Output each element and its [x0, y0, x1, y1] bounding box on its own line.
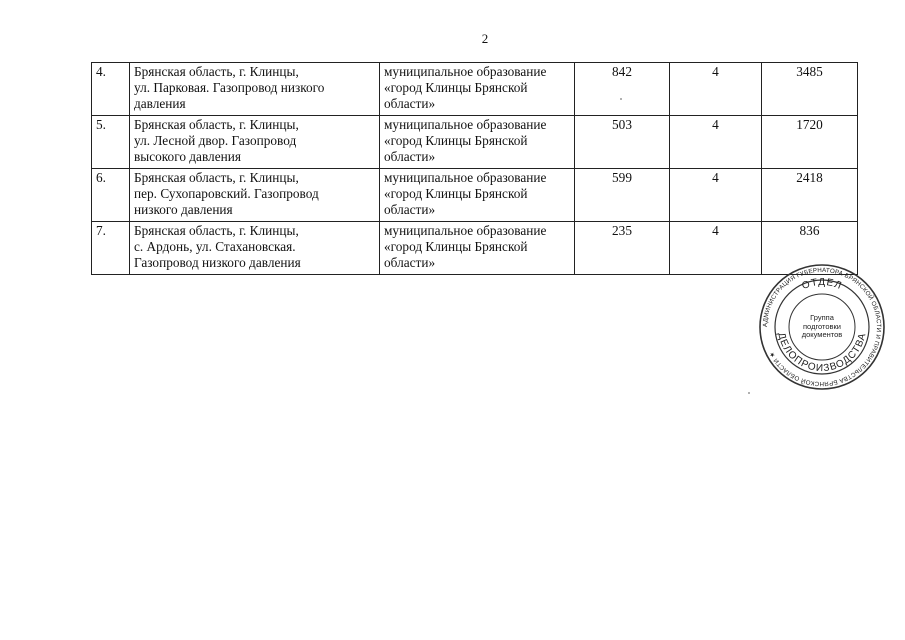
address-line: давления [134, 96, 186, 111]
cell-length: 599 [575, 169, 670, 222]
stamp-center-line: Группа [810, 313, 834, 323]
cell-number: 4. [92, 63, 130, 116]
cell-area: 836 [762, 222, 858, 275]
stamp-ring-top-text: ОТДЕЛ [800, 276, 844, 292]
owner-line: области» [384, 255, 436, 270]
cell-owner [380, 63, 575, 116]
table-row [92, 63, 858, 116]
address-line: Брянская область, г. Клинцы, [134, 117, 299, 132]
address-line: ул. Парковая. Газопровод низкого [134, 80, 325, 95]
cell-area: 3485 [762, 63, 858, 116]
owner-line: муниципальное образование [384, 223, 547, 238]
owner-line: области» [384, 96, 436, 111]
address-line: с. Ардонь, ул. Стахановская. [134, 239, 296, 254]
cell-address [130, 222, 380, 275]
stamp-center-line: документов [801, 330, 843, 340]
address-line: Брянская область, г. Клинцы, [134, 170, 299, 185]
cell-number: 5. [92, 116, 130, 169]
stamp-outer-text: АДМИНИСТРАЦИЯ ГУБЕРНАТОРА БРЯНСКОЙ ОБЛАСТИ И ПРАВИТЕЛЬСТВА БРЯНСКОЙ ОБЛАСТИ ★ [761, 266, 883, 388]
stamp-center [758, 263, 886, 391]
owner-line: муниципальное образование [384, 64, 547, 79]
cell-count: 4 [670, 222, 762, 275]
address-line: высокого давления [134, 149, 241, 164]
cell-address [130, 63, 380, 116]
owner-line: «город Клинцы Брянской [384, 239, 528, 254]
owner-line: области» [384, 149, 436, 164]
address-line: Брянская область, г. Клинцы, [134, 223, 299, 238]
cell-count: 4 [670, 169, 762, 222]
scan-speck [748, 392, 750, 394]
objects-table [91, 62, 858, 275]
cell-count: 4 [670, 63, 762, 116]
page-number: 2 [481, 31, 489, 46]
stamp-seal [758, 263, 886, 391]
cell-area: 2418 [762, 169, 858, 222]
cell-number: 7. [92, 222, 130, 275]
owner-line: «город Клинцы Брянской [384, 80, 528, 95]
scan-speck [620, 98, 622, 100]
stamp-ring-bottom-text: ДЕЛОПРОИЗВОДСТВА [775, 331, 869, 375]
cell-owner [380, 222, 575, 275]
address-line: Брянская область, г. Клинцы, [134, 64, 299, 79]
owner-line: области» [384, 202, 436, 217]
table-row [92, 116, 858, 169]
stamp-center-line: подготовки [803, 321, 841, 331]
table-row [92, 222, 858, 275]
address-line: ул. Лесной двор. Газопровод [134, 133, 297, 148]
cell-address [130, 116, 380, 169]
owner-line: муниципальное образование [384, 117, 547, 132]
cell-count: 4 [670, 116, 762, 169]
owner-line: муниципальное образование [384, 170, 547, 185]
address-line: пер. Сухопаровский. Газопровод [134, 186, 319, 201]
cell-length: 503 [575, 116, 670, 169]
address-line: низкого давления [134, 202, 233, 217]
address-line: Газопровод низкого давления [134, 255, 301, 270]
cell-address [130, 169, 380, 222]
owner-line: «город Клинцы Брянской [384, 133, 528, 148]
cell-number: 6. [92, 169, 130, 222]
owner-line: «город Клинцы Брянской [384, 186, 528, 201]
cell-length: 235 [575, 222, 670, 275]
cell-area: 1720 [762, 116, 858, 169]
cell-owner [380, 169, 575, 222]
cell-owner [380, 116, 575, 169]
cell-length: 842 [575, 63, 670, 116]
table-row [92, 169, 858, 222]
